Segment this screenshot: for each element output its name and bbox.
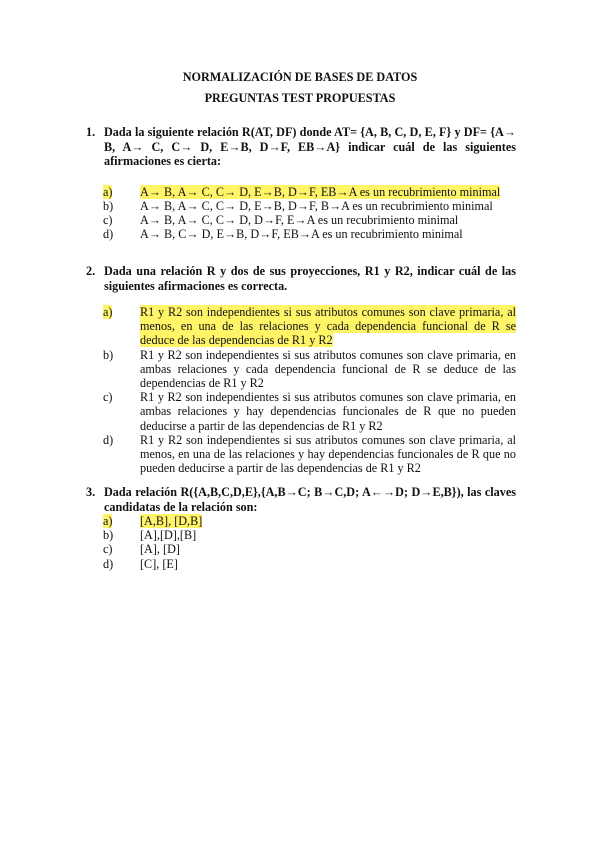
option-letter: c) <box>103 212 113 227</box>
question-3 <box>86 485 516 571</box>
option-a <box>104 514 516 528</box>
option-letter: b) <box>103 528 114 543</box>
option-d <box>104 557 516 571</box>
document-title: NORMALIZACIÓN DE BASES DE DATOS <box>182 70 418 84</box>
options-list <box>104 514 516 571</box>
option-b <box>104 348 516 391</box>
option-text: A→ B, A→ C, C→ D, E→B, D→F, EB→A es un recubrimiento minimal <box>140 184 501 199</box>
option-text: [A], [D] <box>140 542 180 557</box>
option-letter: b) <box>103 347 114 362</box>
question-2 <box>86 264 516 476</box>
option-d <box>104 433 516 476</box>
option-text: R1 y R2 son independientes si sus atributos comunes son clave primaria, en ambas relaciones y cada dependencia funcional de R se deduce de las dependencias de R1 y R2 <box>140 347 516 391</box>
option-c <box>104 542 516 556</box>
question-1 <box>86 125 516 242</box>
option-text: A→ B, A→ C, C→ D, D→F, E→A es un recubrimiento minimal <box>140 212 459 227</box>
option-text: [C], [E] <box>140 556 178 571</box>
option-b <box>104 199 516 213</box>
option-letter: a) <box>103 514 113 528</box>
option-c <box>104 213 516 227</box>
option-text: A→ B, C→ D, E→B, D→F, EB→A es un recubrimiento minimal <box>140 227 463 242</box>
option-text: R1 y R2 son independientes si sus atributos comunes son clave primaria, en ambas relaciones y hay dependencias funcionales de R que no pueden deducirse a partir de las dependencias de R1 y R2 <box>140 390 516 433</box>
question-number: 3. <box>86 485 96 499</box>
option-letter: a) <box>103 305 113 319</box>
option-d <box>104 227 516 241</box>
option-letter: d) <box>103 227 114 242</box>
option-letter: d) <box>103 556 114 571</box>
option-letter: d) <box>103 432 114 447</box>
question-number: 2. <box>86 264 96 278</box>
option-text: A→ B, A→ C, C→ D, E→B, D→F, B→A es un recubrimiento minimal <box>140 198 493 213</box>
option-c <box>104 390 516 433</box>
option-text: [A],[D],[B] <box>140 528 197 543</box>
question-number: 1. <box>86 125 96 139</box>
options-list <box>104 305 516 475</box>
question-text: Dada la siguiente relación R(AT, DF) donde AT= {A, B, C, D, E, F} y DF= {A→ B, A→ C, C→ D, E→B, D→F, EB→A} indicar cuál de las siguientes afirmaciones es cierta: <box>104 125 516 168</box>
option-b <box>104 528 516 542</box>
question-text: Dada una relación R y dos de sus proyecciones, R1 y R2, indicar cuál de las siguientes afirmaciones es correcta. <box>104 264 516 293</box>
question-text: Dada relación R({A,B,C,D,E},{A,B→C; B→C,D; A←→D; D→E,B}), las claves candidatas de la relación son: <box>104 485 516 514</box>
option-a <box>104 185 516 199</box>
options-list <box>104 185 516 242</box>
option-letter: c) <box>103 542 113 557</box>
option-letter: a) <box>103 184 113 199</box>
option-a <box>104 305 516 348</box>
option-text: [A,B], [D,B] <box>140 514 203 528</box>
option-letter: c) <box>103 390 113 405</box>
option-text: R1 y R2 son independientes si sus atributos comunes son clave primaria, al menos, en una de las relaciones y cada dependencia funcional de R se deduce de las dependencias de R1 y R2 <box>140 305 516 348</box>
option-text: R1 y R2 son independientes si sus atributos comunes son clave primaria, al menos, en una de las relaciones y hay dependencias funcionales de R que no pueden deducirse a partir de las dependencias de R1 y R2 <box>140 432 516 476</box>
option-letter: b) <box>103 198 114 213</box>
document-subtitle: PREGUNTAS TEST PROPUESTAS <box>204 91 396 105</box>
